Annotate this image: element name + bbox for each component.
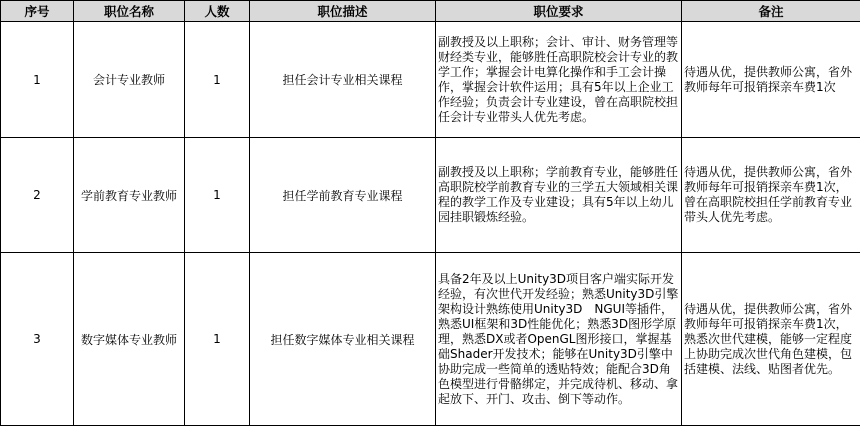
row-description: 担任学前教育专业课程 — [250, 138, 436, 253]
row-description: 担任数字媒体专业相关课程 — [250, 253, 436, 426]
row-notes: 待遇从优，提供教师公寓，省外教师每年可报销探亲车费1次，熟悉次世代建模，能够一定程度上协助完成次世代角色建模，包括建模、法线、贴图者优先。 — [682, 253, 860, 426]
row-position: 会计专业教师 — [74, 22, 185, 138]
row-position: 数字媒体专业教师 — [74, 253, 185, 426]
row-count: 1 — [185, 22, 250, 138]
header-position: 职位名称 — [74, 1, 185, 22]
row-requirements: 副教授及以上职称；学前教育专业，能够胜任高职院校学前教育专业的三学五大领域相关课程的教学工作及专业建设；具有5年以上幼儿园挂职锻炼经验。 — [436, 138, 682, 253]
header-description: 职位描述 — [250, 1, 436, 22]
table-row — [1, 138, 860, 253]
row-count: 1 — [185, 138, 250, 253]
header-count: 人数 — [185, 1, 250, 22]
row-description: 担任会计专业相关课程 — [250, 22, 436, 138]
row-count: 1 — [185, 253, 250, 426]
table-row — [1, 22, 860, 138]
header-index: 序号 — [1, 1, 74, 22]
row-index: 2 — [1, 138, 74, 253]
header-row — [1, 1, 860, 22]
row-index: 3 — [1, 253, 74, 426]
row-notes: 待遇从优，提供教师公寓，省外教师每年可报销探亲车费1次，曾在高职院校担任学前教育专业带头人优先考虑。 — [682, 138, 860, 253]
header-notes: 备注 — [682, 1, 860, 22]
row-requirements: 副教授及以上职称；会计、审计、财务管理等财经类专业，能够胜任高职院校会计专业的教学工作；掌握会计电算化操作和手工会计操作，掌握会计软件运用；具有5年以上企业工作经验；负责会计专业建设，曾在高职院校担任会计专业带头人优先考虑。 — [436, 22, 682, 138]
header-requirements: 职位要求 — [436, 1, 682, 22]
row-notes: 待遇从优，提供教师公寓，省外教师每年可报销探亲车费1次 — [682, 22, 860, 138]
row-position: 学前教育专业教师 — [74, 138, 185, 253]
row-requirements: 具备2年及以上Unity3D项目客户端实际开发经验，有次世代开发经验；熟悉Unity3D引擎架构设计熟练使用Unity3D NGUI等插件，熟悉UI框架和3D性能优化；熟悉3D图形学原理，熟悉DX或者OpenGL图形接口，掌握基础Shader开发技术；能够在Unity3D引擎中协助完成一些简单的透贴特效；能配合3D角色模型进行骨骼绑定，并完成待机、移动、拿起放下、开门、攻击、倒下等动作。 — [436, 253, 682, 426]
row-index: 1 — [1, 22, 74, 138]
table-row — [1, 253, 860, 426]
